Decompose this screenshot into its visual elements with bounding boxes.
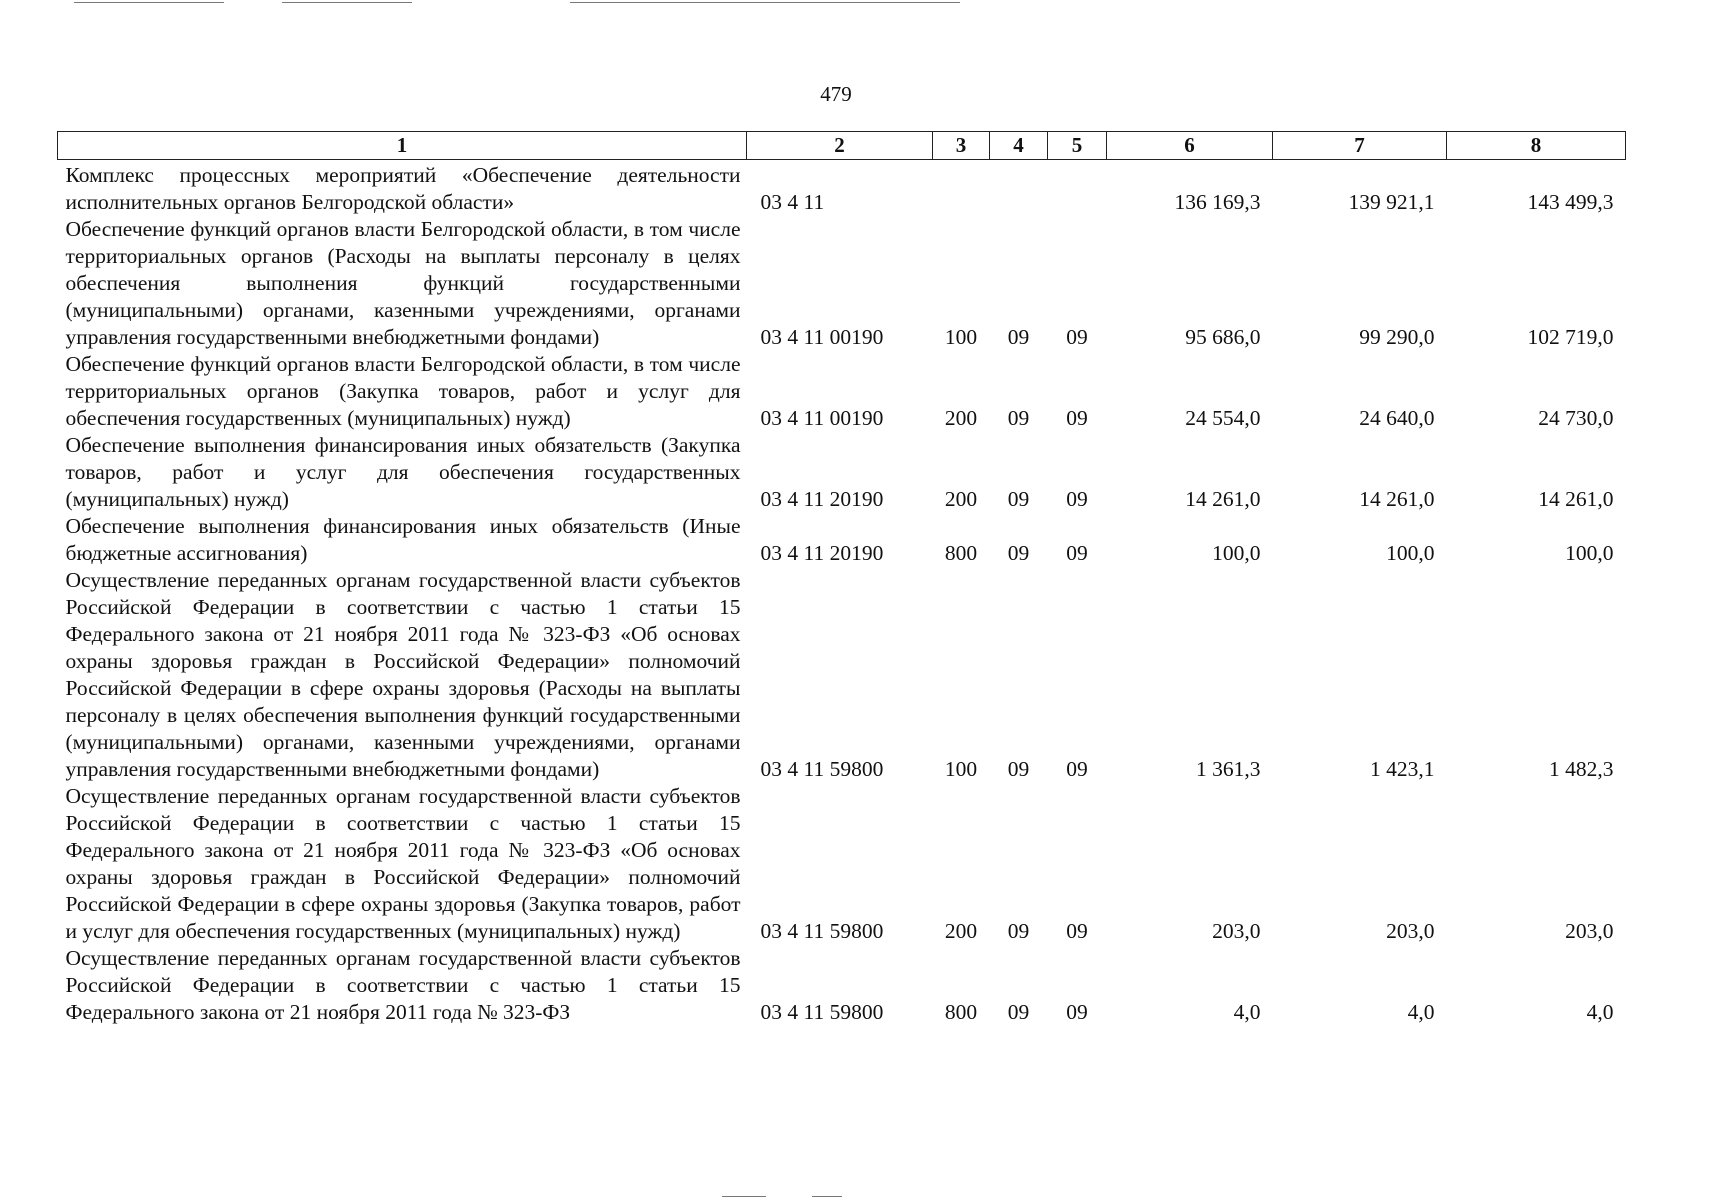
header-col-5: 5 [1048,132,1107,160]
row-target-code: 03 4 11 20190 [760,541,884,565]
row-expense-type: 100 [944,757,978,781]
row-target-code: 03 4 11 00190 [760,406,884,430]
row-section [990,160,1048,217]
table-row [58,160,1626,217]
row-target-code: 03 4 11 59800 [760,757,884,781]
row-expense-type: 800 [944,1000,978,1024]
row-description: Комплекс процессных мероприятий «Обеспечение деятельности исполнительных органов Белгородской области» [65,163,741,214]
row-amount-col7: 100,0 [1386,541,1435,565]
row-subsection: 09 [1066,541,1088,565]
row-amount-col6: 24 554,0 [1185,406,1261,430]
row-description: Осуществление переданных органам государственной власти субъектов Российской Федерации в соответствии с частью 1 статьи 15 Федерального закона от 21 ноября 2011 года № 323-ФЗ «Об основах охраны здоровья граждан в Российской Федерации» полномочий Российской Федерации в сфере охраны здоровья (Закупка товаров, работ и услуг для обеспечения государственных (муниципальных) нужд) [65,784,741,943]
table-row [58,432,1626,513]
row-subsection: 09 [1066,325,1088,349]
row-amount-col6: 203,0 [1212,919,1261,943]
scan-mark-top-3 [570,2,960,3]
row-amount-col7: 4,0 [1407,1000,1435,1024]
row-amount-col8: 4,0 [1586,1000,1614,1024]
row-amount-col8: 24 730,0 [1538,406,1614,430]
row-subsection: 09 [1066,487,1088,511]
row-amount-col8: 100,0 [1565,541,1614,565]
row-target-code: 03 4 11 00190 [760,325,884,349]
row-amount-col7: 1 423,1 [1370,757,1435,781]
row-section: 09 [1007,919,1030,943]
row-subsection: 09 [1066,757,1088,781]
row-description: Осуществление переданных органам государственной власти субъектов Российской Федерации в соответствии с частью 1 статьи 15 Федерального закона от 21 ноября 2011 года № 323-ФЗ [65,946,741,1024]
row-amount-col8: 143 499,3 [1527,190,1614,214]
row-amount-col8: 14 261,0 [1538,487,1614,511]
row-section: 09 [1007,757,1030,781]
row-amount-col7: 203,0 [1386,919,1435,943]
row-description: Обеспечение функций органов власти Белгородской области, в том числе территориальных органов (Расходы на выплаты персоналу в целях обеспечения выполнения функций государственными (муниципальными) органами, казенными учреждениями, органами управления государственными внебюджетными фондами) [65,217,741,349]
row-amount-col6: 4,0 [1233,1000,1261,1024]
row-section: 09 [1007,406,1030,430]
row-amount-col7: 14 261,0 [1359,487,1435,511]
header-col-2: 2 [747,132,933,160]
row-expense-type: 200 [944,406,978,430]
row-target-code: 03 4 11 59800 [760,1000,884,1024]
row-subsection: 09 [1066,406,1088,430]
header-col-7: 7 [1273,132,1447,160]
header-col-6: 6 [1107,132,1273,160]
row-expense-type: 100 [944,325,978,349]
row-expense-type: 200 [944,919,978,943]
row-amount-col6: 136 169,3 [1174,190,1261,214]
table-row [58,945,1626,1026]
scan-mark-bottom-1 [722,1196,766,1197]
row-target-code: 03 4 11 59800 [760,919,884,943]
row-section: 09 [1007,1000,1030,1024]
page-number: 479 [820,82,852,106]
row-amount-col6: 95 686,0 [1185,325,1261,349]
row-subsection: 09 [1066,1000,1088,1024]
scan-mark-top-2 [282,2,412,3]
scan-mark-bottom-2 [812,1196,842,1197]
table-row [58,216,1626,351]
row-amount-col6: 14 261,0 [1185,487,1261,511]
row-amount-col7: 24 640,0 [1359,406,1435,430]
row-amount-col8: 1 482,3 [1549,757,1614,781]
row-expense-type: 800 [944,541,978,565]
row-amount-col8: 203,0 [1565,919,1614,943]
row-expense-type: 200 [944,487,978,511]
row-amount-col6: 100,0 [1212,541,1261,565]
row-target-code: 03 4 11 [760,190,825,214]
row-section: 09 [1007,325,1030,349]
row-subsection: 09 [1066,919,1088,943]
table-row [58,783,1626,945]
row-section: 09 [1007,541,1030,565]
budget-table [57,131,1626,1026]
row-description: Обеспечение выполнения финансирования иных обязательств (Закупка товаров, работ и услуг для обеспечения государственных (муниципальных) нужд) [65,433,741,511]
row-section: 09 [1007,487,1030,511]
row-amount-col8: 102 719,0 [1527,325,1614,349]
header-col-1: 1 [58,132,747,160]
header-col-8: 8 [1447,132,1626,160]
row-description: Обеспечение функций органов власти Белгородской области, в том числе территориальных органов (Закупка товаров, работ и услуг для обеспечения государственных (муниципальных) нужд) [65,352,741,430]
table-row [58,513,1626,567]
table-header-row [58,132,1626,160]
header-col-4: 4 [990,132,1048,160]
row-description: Обеспечение выполнения финансирования иных обязательств (Иные бюджетные ассигнования) [65,514,741,565]
row-amount-col7: 99 290,0 [1359,325,1435,349]
table-row [58,567,1626,783]
row-amount-col6: 1 361,3 [1196,757,1261,781]
row-amount-col7: 139 921,1 [1348,190,1435,214]
scan-mark-top-1 [74,2,224,3]
row-description: Осуществление переданных органам государственной власти субъектов Российской Федерации в соответствии с частью 1 статьи 15 Федерального закона от 21 ноября 2011 года № 323-ФЗ «Об основах охраны здоровья граждан в Российской Федерации» полномочий Российской Федерации в сфере охраны здоровья (Расходы на выплаты персоналу в целях обеспечения выполнения функций государственными (муниципальными) органами, казенными учреждениями, органами управления государственными внебюджетными фондами) [65,568,741,781]
table-row [58,351,1626,432]
header-col-3: 3 [933,132,990,160]
row-target-code: 03 4 11 20190 [760,487,884,511]
row-subsection [1048,160,1107,217]
row-expense-type [933,160,990,217]
